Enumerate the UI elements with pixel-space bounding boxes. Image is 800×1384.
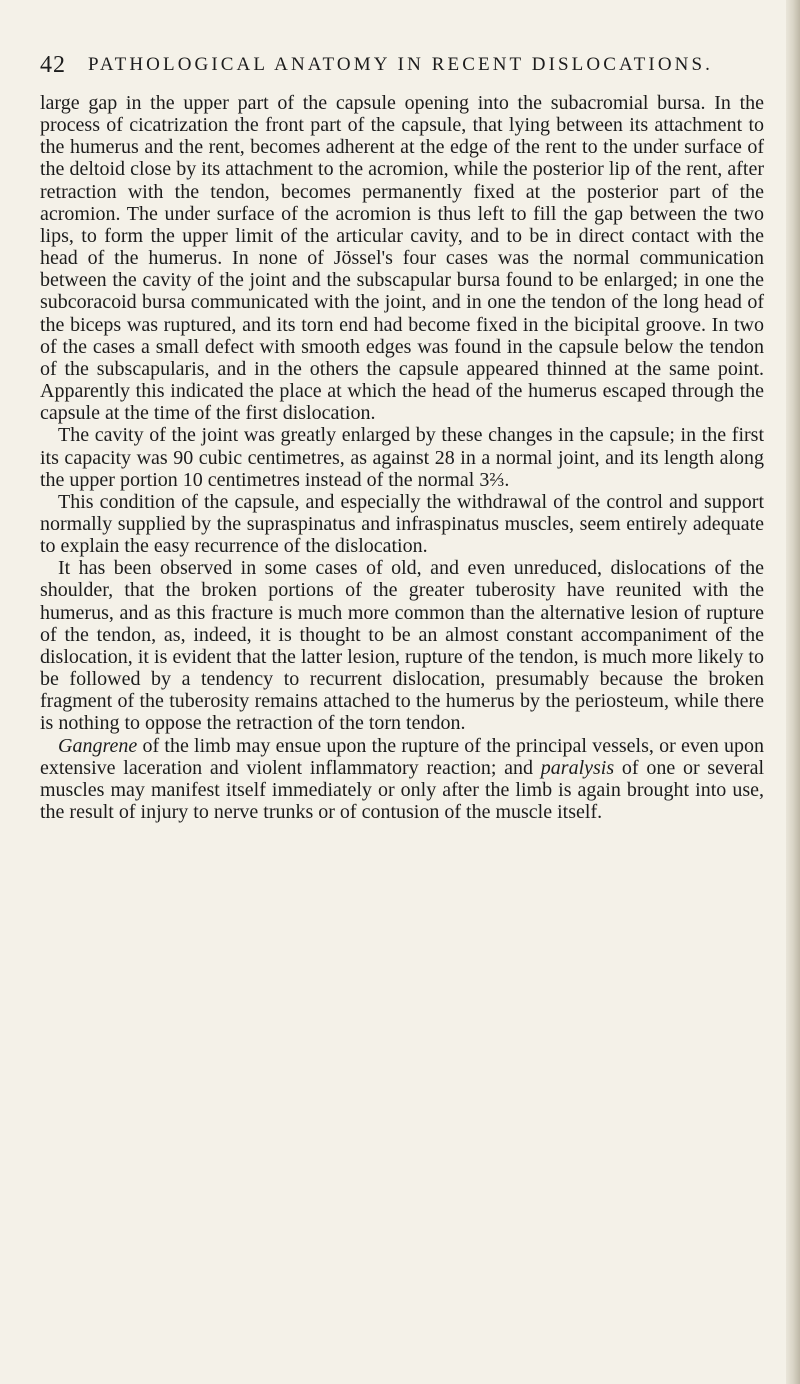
paragraph-5-part-2: of one or several muscles may manifest itself immediately or only after the limb is again brought into use, the result of injury to nerve trunks or of contusion of the muscle itself. <box>40 756 765 823</box>
running-header <box>40 44 780 84</box>
paragraph-5-part-1: of the limb may ensue upon the rupture of the principal vessels, or even upon extensive laceration and violent inflammatory reaction; and <box>40 734 764 779</box>
term-gangrene: Gangrene <box>58 734 138 757</box>
paragraph-1: large gap in the upper part of the capsule opening into the subacromial bursa. In the process of cicatrization the front part of the capsule, that lying between its attachment to the humerus and the rent, becomes adherent at the edge of the rent to the under surface of the deltoid close by its attachment to the acromion, while the posterior lip of the rent, after retraction with the tendon, becomes permanently fixed at the posterior part of the acromion. The under surface of the acromion is thus left to fill the gap between the two lips, to form the upper limit of the articular cavity, and to be in direct contact with the head of the humerus. In none of Jössel's four cases was the normal communication between the cavity of the joint and the subscapular bursa found to be enlarged; in one the subcoracoid bursa communicated with the joint, and in one the tendon of the long head of the biceps was ruptured, and its torn end had become fixed in the bicipital groove. In two of the cases a small defect with smooth edges was found in the capsule below the tendon of the subscapularis, and in the others the capsule appeared thinned at the same point. Apparently this indicated the place at which the head of the humerus escaped through the capsule at the time of the first dislocation. <box>40 92 764 425</box>
paragraph-4: It has been observed in some cases of old, and even unreduced, dislocations of the shoulder, that the broken portions of the greater tuberosity have reunited with the humerus, and as this fracture is much more common than the alternative lesion of rupture of the tendon, as, indeed, it is thought to be an almost constant accompaniment of the dislocation, it is evident that the latter lesion, rupture of the tendon, is much more likely to be followed by a tendency to recurrent dislocation, presumably because the broken fragment of the tuberosity remains attached to the humerus by the periosteum, while there is nothing to oppose the retraction of the torn tendon. <box>40 557 764 735</box>
paragraph-5 <box>40 735 764 824</box>
body-text <box>40 92 764 823</box>
running-title: PATHOLOGICAL ANATOMY IN RECENT DISLOCATIONS. <box>88 54 713 75</box>
term-paralysis: paralysis <box>540 756 615 779</box>
page-number: 42 <box>40 52 66 78</box>
page-edge <box>786 0 800 1384</box>
paragraph-2: The cavity of the joint was greatly enlarged by these changes in the capsule; in the first its capacity was 90 cubic centimetres, as against 28 in a normal joint, and its length along the upper portion 10 centimetres instead of the normal 3⅔. <box>40 424 764 491</box>
paragraph-3: This condition of the capsule, and especially the withdrawal of the control and support normally supplied by the supraspinatus and infraspinatus muscles, seem entirely adequate to explain the easy recurrence of the dislocation. <box>40 490 764 558</box>
